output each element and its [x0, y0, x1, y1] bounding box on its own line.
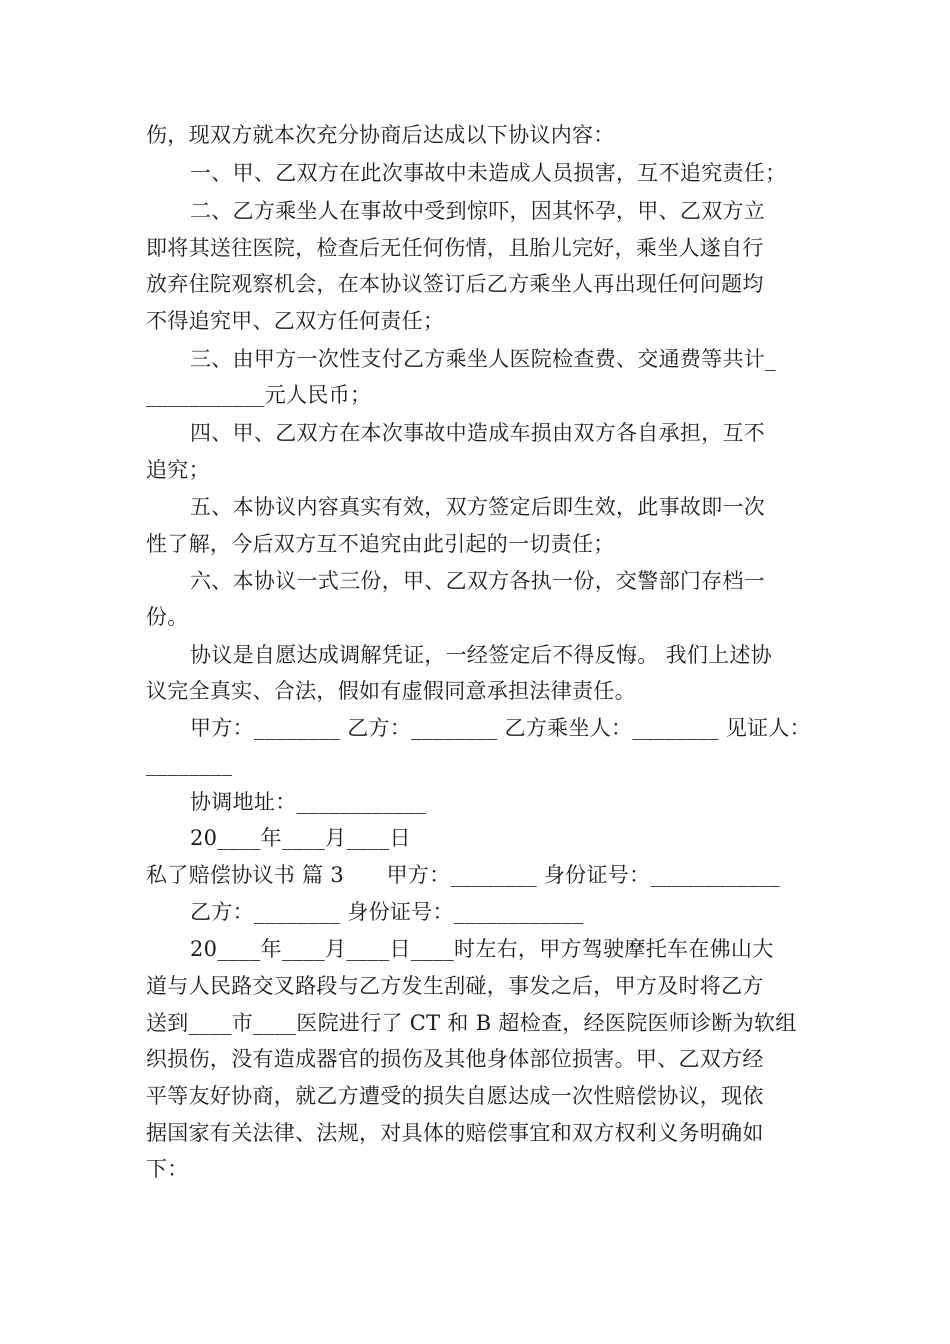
text-line: 四、甲、乙双方在本次事故中造成车损由双方各自承担，互不 — [190, 421, 766, 445]
address-line: 协调地址：____________ — [190, 790, 427, 814]
text-line: 三、由甲方一次性支付乙方乘坐人医院检查费、交通费等共计_ — [190, 347, 776, 371]
text-line: 20____年____月____日____时左右，甲方驾驶摩托车在佛山大 — [190, 937, 774, 961]
signature-line: 甲方：________ 乙方：________ 乙方乘坐人：________ 见证人： — [190, 716, 811, 740]
text-line: 道与人民路交叉路段与乙方发生刮碰，事发之后，甲方及时将乙方 — [146, 974, 764, 998]
text-line: ___________元人民币； — [146, 383, 372, 407]
text-line: 议完全真实、合法，假如有虚假同意承担法律责任。 — [146, 679, 636, 703]
text-line: 不得追究甲、乙双方任何责任； — [146, 309, 445, 333]
text-line: 追究； — [146, 458, 210, 482]
text-line: 份。 — [146, 605, 189, 629]
text-line: 送到____市____医院进行了 CT 和 B 超检查，经医院医师诊断为软组 — [146, 1011, 797, 1035]
party-line: 乙方：________ 身份证号：____________ — [190, 900, 584, 924]
text-line: 六、本协议一式三份，甲、乙双方各执一份，交警部门存档一 — [190, 569, 766, 593]
date-line: 20____年____月____日 — [190, 826, 411, 850]
text-line: 一、甲、乙双方在此次事故中未造成人员损害，互不追究责任； — [190, 161, 787, 185]
text-line: 据国家有关法律、法规，对具体的赔偿事宜和双方权利义务明确如 — [146, 1121, 764, 1145]
text-line: ________ — [146, 752, 233, 776]
text-line: 放弃住院观察机会，在本协议签订后乙方乘坐人再出现任何问题均 — [146, 272, 764, 296]
text-line: 下： — [146, 1157, 189, 1181]
text-line: 五、本协议内容真实有效，双方签定后即生效，此事故即一次 — [190, 495, 766, 519]
text-line: 即将其送往医院，检查后无任何伤情，且胎儿完好，乘坐人遂自行 — [146, 236, 764, 260]
text-line: 协议是自愿达成调解凭证，一经签定后不得反悔。 我们上述协 — [190, 643, 773, 667]
text-line: 平等友好协商，就乙方遭受的损失自愿达成一次性赔偿协议，现依 — [146, 1084, 764, 1108]
section-heading-line: 私了赔偿协议书 篇 3 甲方：________ 身份证号：____________ — [146, 863, 780, 887]
text-line: 伤，现双方就本次充分协商后达成以下协议内容： — [146, 123, 615, 147]
text-line: 性了解，今后双方互不追究由此引起的一切责任； — [146, 532, 615, 556]
text-line: 二、乙方乘坐人在事故中受到惊吓，因其怀孕，甲、乙双方立 — [190, 199, 766, 223]
text-line: 织损伤，没有造成器官的损伤及其他身体部位损害。甲、乙双方经 — [146, 1047, 764, 1071]
